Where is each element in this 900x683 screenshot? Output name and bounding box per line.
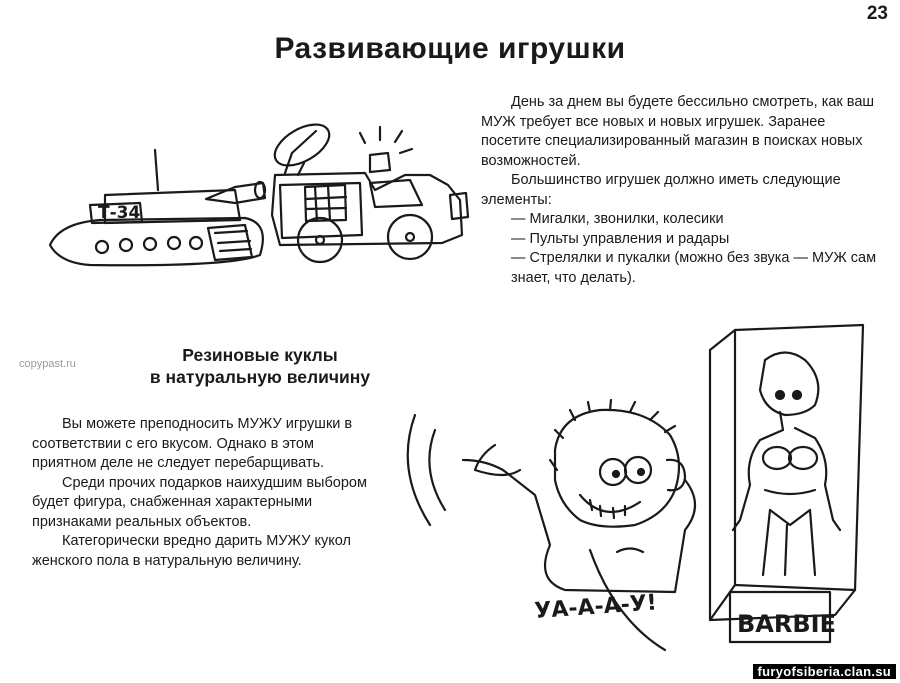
intro-text-block (481, 93, 886, 288)
tank-label: Т-34 (98, 203, 141, 223)
subtitle-line-2: в натуральную величину (149, 367, 371, 387)
dolls-paragraph: Вы можете преподносить МУЖУ игрушки в соответствии с его вкусом. Однако в этом приятном деле не следует перебарщивать. (32, 416, 353, 471)
intro-paragraph: День за днем вы будете бессильно смотреть, как ваш МУЖ требует все новых и новых игрушек. Заранее посетите специализированный магазин в поисках новых возможностей. (481, 94, 875, 169)
dolls-text-block (32, 415, 377, 571)
truck-drawing (268, 116, 468, 262)
man-and-doll-illustration (385, 320, 885, 665)
shout-text: УА-А-А-У! (533, 590, 658, 624)
elements-paragraph: Большинство игрушек должно иметь следующие элементы: (481, 172, 841, 208)
section-subtitle (100, 344, 420, 388)
list-item: — Стрелялки и пукалки (можно без звука — МУЖ сам знает, что делать). (511, 250, 877, 286)
man-drawing (463, 400, 695, 592)
tank-drawing (50, 150, 265, 265)
page-number: 23 (866, 3, 888, 24)
dolls-paragraph: Среди прочих подарков наихудшим выбором будет фигура, снабженная характерными признаками реальных объектов. (32, 474, 367, 530)
dolls-paragraph: Категорически вредно дарить МУЖУ кукол женского пола в натуральную величину. (32, 533, 351, 569)
list-item: — Пульты управления и радары (511, 230, 730, 247)
box-label: BARBIE (737, 610, 836, 638)
doll-box-drawing (710, 325, 863, 642)
tank-and-truck-illustration (30, 95, 480, 285)
page-title: Развивающие игрушки (274, 32, 626, 65)
subtitle-line-1: Резиновые куклы (182, 345, 338, 365)
footer-link[interactable]: furyofsiberia.clan.su (753, 664, 896, 679)
watermark: copypast.ru (19, 358, 76, 370)
list-item: — Мигалки, звонилки, колесики (511, 211, 724, 227)
